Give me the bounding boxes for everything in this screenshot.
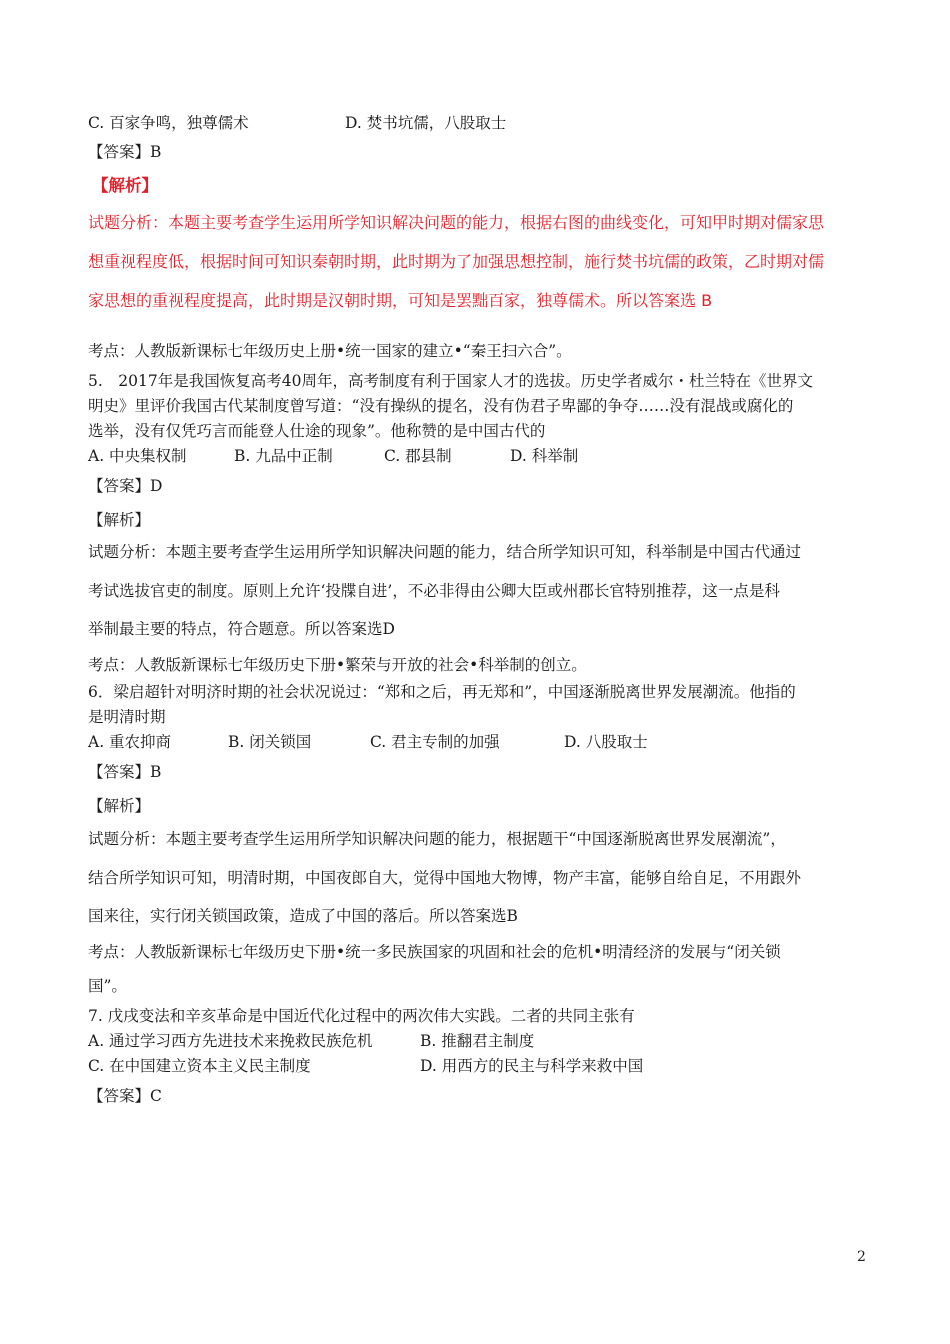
q5-analysis-line-2: 考试选拔官吏的制度。原则上允许‘投牒自进’，不必非得由公卿大臣或州郡长官特别推荐，这一点是科 (88, 582, 780, 600)
q4-answer: 【答案】B (88, 143, 162, 161)
q5-analysis-label: 【解析】 (88, 511, 151, 529)
q6-stem-line-2: 是明清时期 (88, 708, 166, 726)
q6-point-line-2: 国”。 (88, 977, 127, 995)
q4-option-d: D. 焚书坑儒，八股取士 (345, 114, 507, 132)
q4-analysis-line-2: 想重视程度低，根据时间可知识秦朝时期，此时期为了加强思想控制，施行焚书坑儒的政策，乙时期对儒 (88, 252, 825, 271)
q5-stem-line-3: 选举，没有仅凭巧言而能登人仕途的现象”。他称赞的是中国古代的 (88, 422, 546, 440)
q4-options-line (88, 113, 868, 133)
q7-option-a: A. 通过学习西方先进技术来挽救民族危机 (88, 1032, 373, 1050)
q5-option-c: C. 郡县制 (384, 447, 452, 465)
q6-analysis-line-3: 国来往，实行闭关锁国政策，造成了中国的落后。所以答案选B (88, 907, 518, 925)
q6-stem-line-1: 6．梁启超针对明济时期的社会状况说过：“郑和之后，再无郑和”，中国逐渐脱离世界发展潮流。他指的 (88, 683, 796, 701)
q4-analysis-line-1: 试题分析：本题主要考查学生运用所学知识解决问题的能力，根据右图的曲线变化，可知甲时期对儒家思 (88, 213, 825, 232)
q4-analysis-line-3: 家思想的重视程度提高，此时期是汉朝时期，可知是罢黜百家，独尊儒术。所以答案选 B (88, 291, 713, 310)
q6-answer: 【答案】B (88, 763, 162, 781)
q5-stem-line-1: 5. 2017年是我国恢复高考40周年，高考制度有利于国家人才的选拔。历史学者威尔・杜兰特在《世界文 (88, 372, 813, 390)
q4-option-c: C. 百家争鸣，独尊儒术 (88, 114, 249, 132)
q6-analysis-label: 【解析】 (88, 797, 151, 815)
q6-option-a: A. 重农抑商 (88, 733, 172, 751)
q5-option-d: D. 科举制 (510, 447, 579, 465)
q6-option-b: B. 闭关锁国 (228, 733, 312, 751)
q5-answer: 【答案】D (88, 477, 163, 495)
q7-answer: 【答案】C (88, 1087, 162, 1105)
q4-analysis-label: 【解析】 (92, 176, 158, 195)
q7-option-d: D. 用西方的民主与科学来救中国 (420, 1057, 644, 1075)
q7-stem: 7. 戊戌变法和辛亥革命是中国近代化过程中的两次伟大实践。二者的共同主张有 (88, 1007, 635, 1025)
q7-option-c: C. 在中国建立资本主义民主制度 (88, 1057, 311, 1075)
page-number: 2 (857, 1249, 866, 1265)
q5-option-b: B. 九品中正制 (234, 447, 333, 465)
q7-option-b: B. 推翻君主制度 (420, 1032, 535, 1050)
q6-option-d: D. 八股取士 (564, 733, 648, 751)
q5-analysis-line-3: 举制最主要的特点，符合题意。所以答案选D (88, 620, 395, 638)
q5-analysis-line-1: 试题分析：本题主要考查学生运用所学知识解决问题的能力，结合所学知识可知，科举制是中国古代通过 (88, 543, 802, 561)
q5-option-a: A. 中央集权制 (88, 447, 187, 465)
q7-options-row-2 (88, 1056, 868, 1076)
q6-analysis-line-1: 试题分析：本题主要考查学生运用所学知识解决问题的能力，根据题干“中国逐渐脱离世界发展潮流”， (88, 830, 786, 848)
q5-stem-line-2: 明史》里评价我国古代某制度曾写道：“没有操纵的提名，没有伪君子卑鄙的争夺……没有混战或腐化的 (88, 397, 794, 415)
q5-options (88, 446, 868, 466)
q6-analysis-line-2: 结合所学知识可知，明清时期，中国夜郎自大，觉得中国地大物博，物产丰富，能够自给自足，不用跟外 (88, 869, 802, 887)
q6-point-line-1: 考点：人教版新课标七年级历史下册•统一多民族国家的巩固和社会的危机•明清经济的发展与“闭关锁 (88, 943, 781, 961)
q7-options-row-1 (88, 1031, 868, 1051)
q4-point: 考点：人教版新课标七年级历史上册•统一国家的建立•“秦王扫六合”。 (88, 342, 572, 360)
q6-option-c: C. 君主专制的加强 (370, 733, 500, 751)
q6-options (88, 732, 868, 752)
q5-point: 考点：人教版新课标七年级历史下册•繁荣与开放的社会•科举制的创立。 (88, 656, 587, 674)
